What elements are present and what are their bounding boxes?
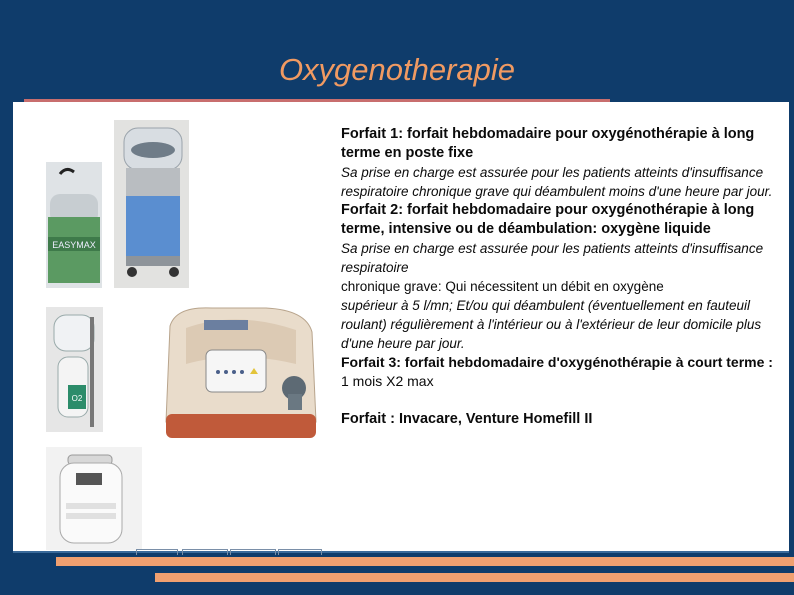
slide-tab-mark (278, 549, 322, 555)
forfait2-text-3: supérieur à 5 l/mn; Et/ou qui déambulent (éventuellement en fauteuil roulant) régulièrement à l'intérieur ou à l'extérieur de leur domicile plus d'une heure par jour. (341, 298, 762, 351)
forfait1-text: Sa prise en charge est assurée pour les patients atteints d'insuffisance respiratoire chronique grave qui déambulent moins d'une heure par jour. (341, 165, 773, 199)
forfait-invacare: Forfait : Invacare, Venture Homefill II (341, 411, 593, 427)
concentrator-brand-label: EASYMAX (52, 240, 96, 250)
forfait3-value: 1 mois X2 max (341, 373, 434, 389)
oxygen-concentrator-photo (46, 162, 102, 288)
liquid-oxygen-reservoir-photo (114, 120, 189, 288)
decorative-bar-upper (56, 557, 794, 566)
canister-label: O2 (71, 394, 83, 403)
slide-title: Oxygenotherapie (278, 52, 516, 87)
slide-tab-mark (136, 549, 178, 555)
forfait2-text-2: chronique grave: Qui nécessitent un débit en oxygène (341, 279, 664, 294)
forfait3-title: Forfait 3: forfait hebdomadaire d'oxygénothérapie à court terme : (341, 354, 773, 370)
forfait2-text-1: Sa prise en charge est assurée pour les patients atteints d'insuffisance respiratoire (341, 241, 764, 275)
slide-tab-mark (182, 549, 228, 555)
forfait1-title: Forfait 1: forfait hebdomadaire pour oxygénothérapie à long terme en poste fixe (341, 126, 755, 161)
portable-concentrator-photo (46, 447, 142, 550)
homefill-concentrator-photo (146, 302, 332, 446)
portable-oxygen-unit-photo (46, 307, 103, 432)
forfait2-title: Forfait 2: forfait hebdomadaire pour oxygénothérapie à long terme, intensive ou de déambulation: oxygène liquide (341, 202, 755, 237)
forfait-description (341, 125, 779, 429)
decorative-bar-lower (155, 573, 794, 582)
forfait3-line (341, 353, 779, 391)
panel-bottom-line (13, 551, 789, 553)
slide-tab-mark (230, 549, 276, 555)
